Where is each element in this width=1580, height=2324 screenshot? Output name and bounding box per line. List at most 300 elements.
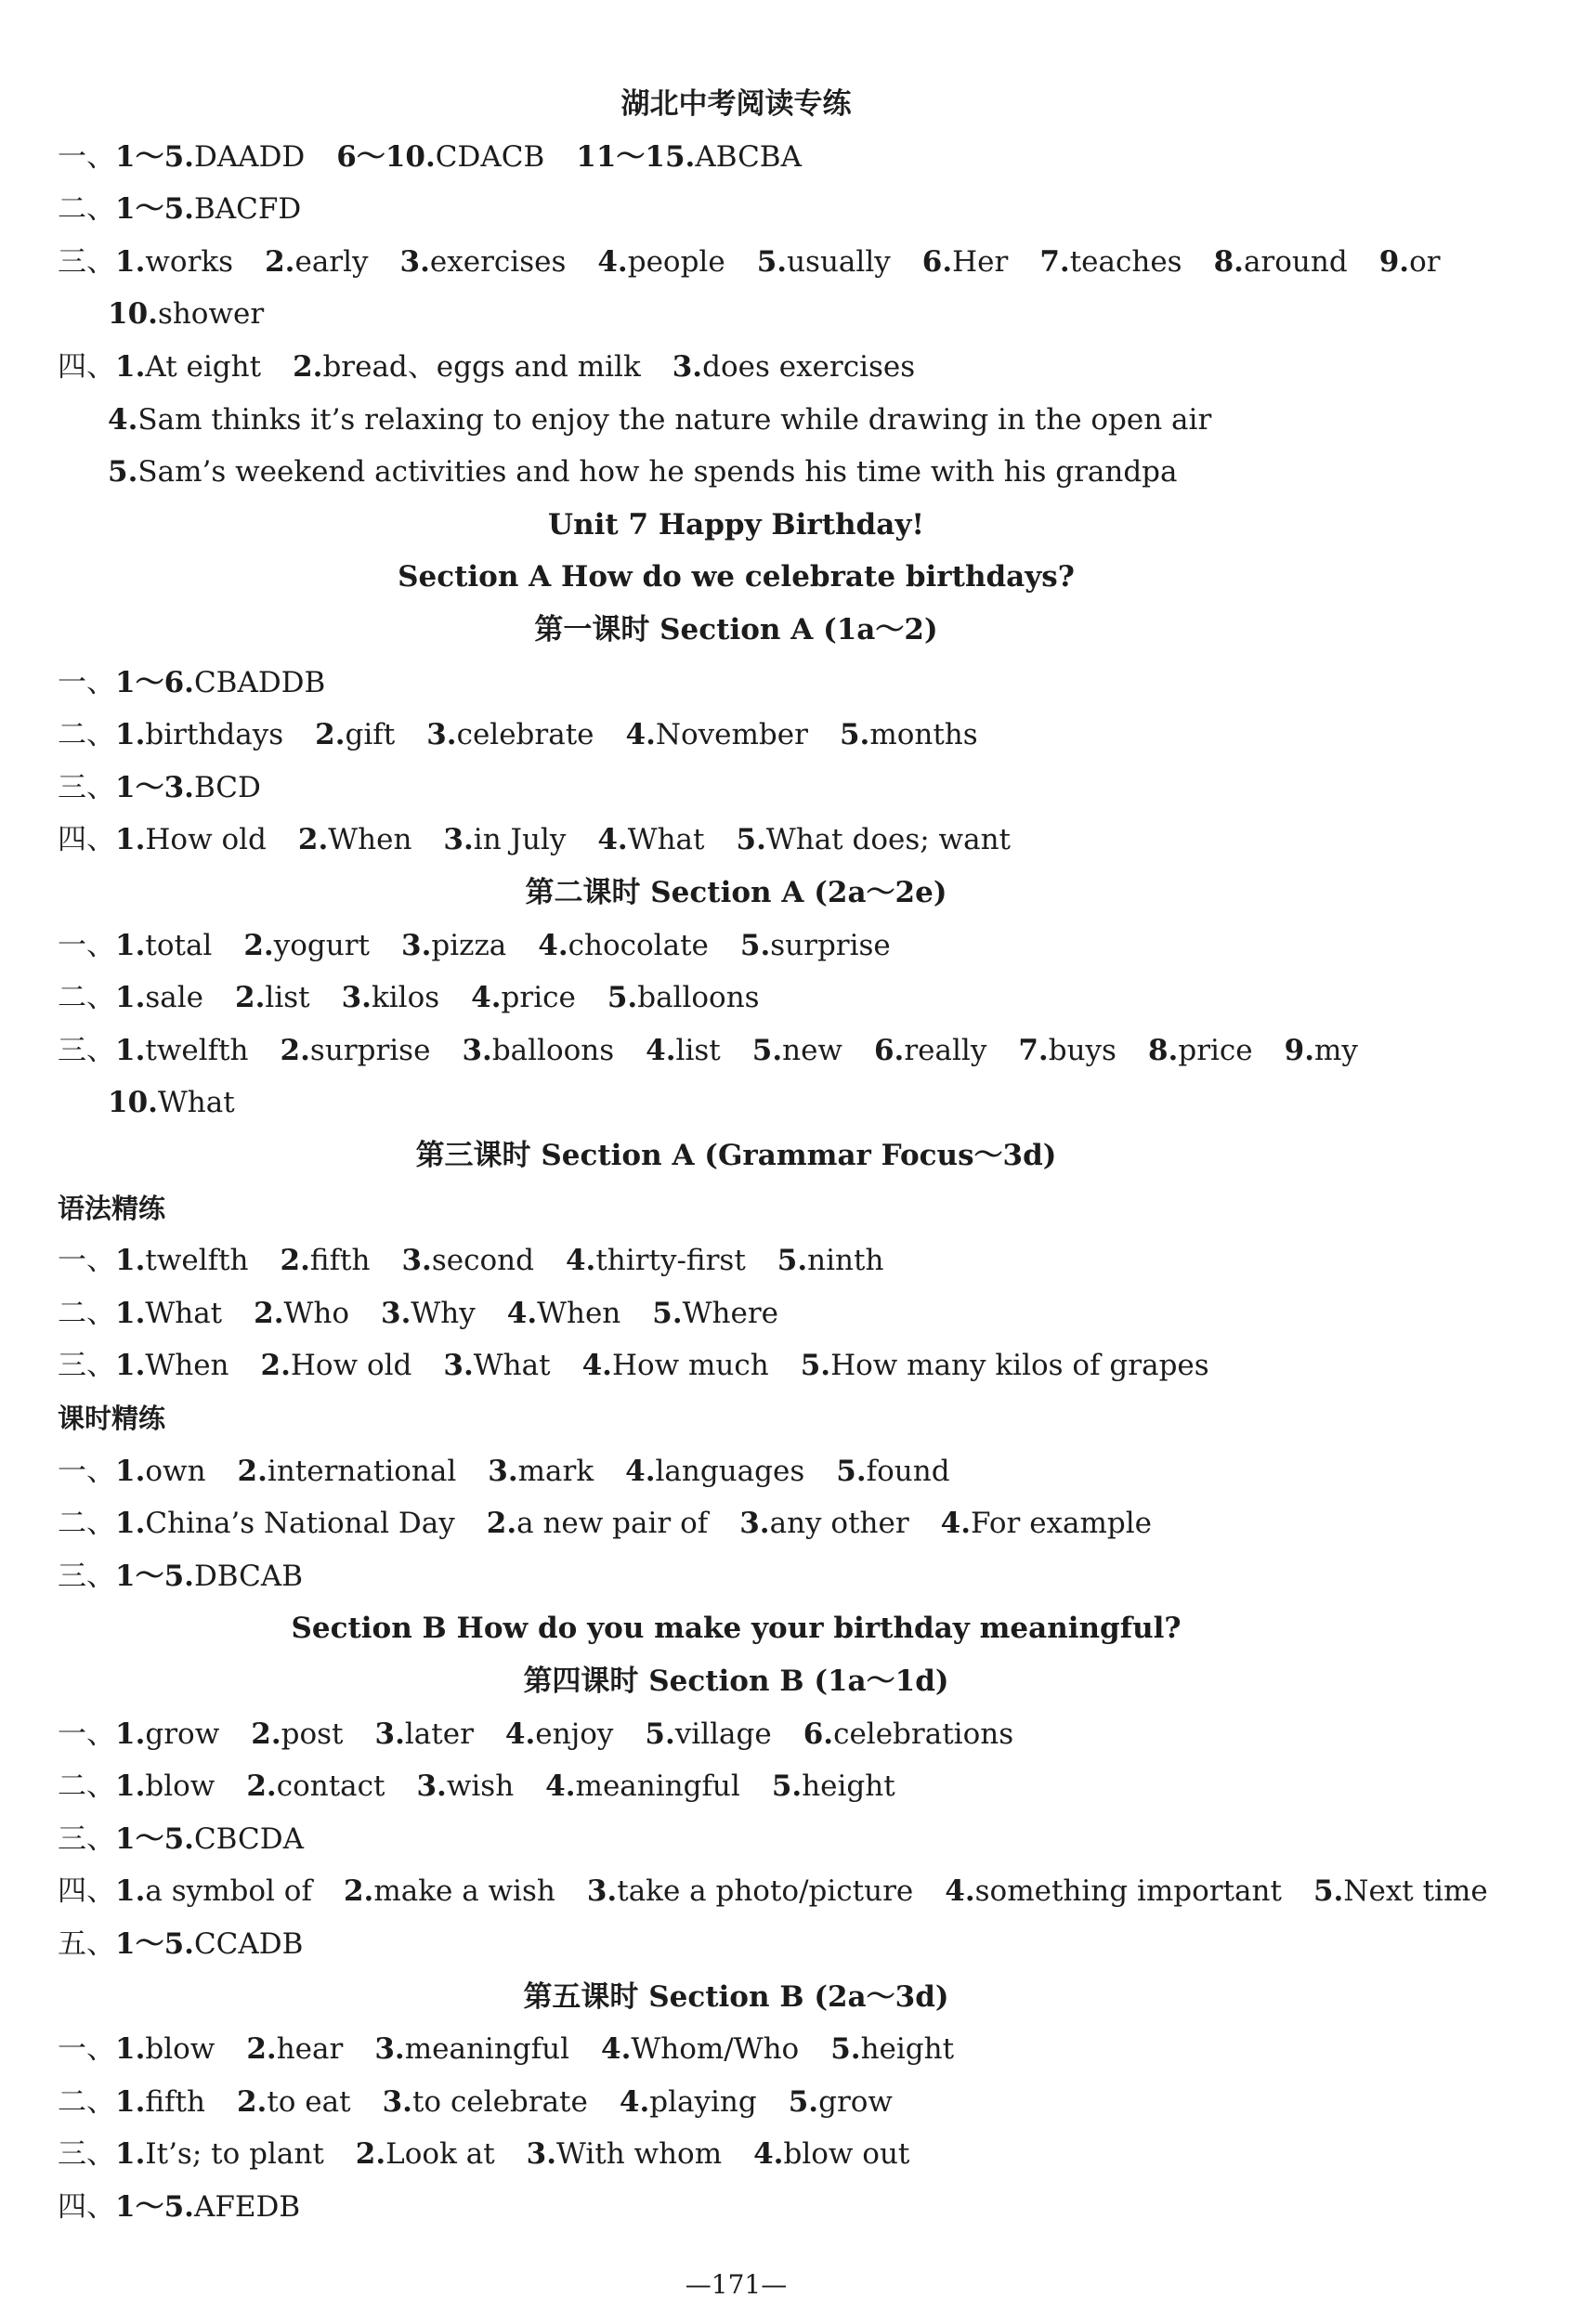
answer-text: meaningful [404, 2032, 569, 2067]
answer-number: 3. [382, 2084, 412, 2119]
answer-item [1148, 1034, 1253, 1067]
answer-text: international [267, 1454, 457, 1488]
answer-number: 1. [115, 350, 146, 384]
answer-text: something important [974, 1874, 1282, 1909]
answer-item [646, 1034, 721, 1067]
section-heading: 第一课时 Section A (1a～2) [534, 613, 938, 646]
answer-text: When [328, 823, 412, 857]
answer-item [830, 2032, 954, 2066]
answer-text: village [674, 1717, 772, 1751]
answer-text: What does; want [765, 823, 1011, 857]
answer-number: 4. [545, 1769, 576, 1804]
answer-item [115, 1927, 303, 1961]
answer-row [0, 1558, 1530, 1595]
answer-text: blow [145, 1769, 215, 1804]
answer-number: 2. [280, 1033, 310, 1067]
answer-text: Next time [1343, 1874, 1488, 1909]
answer-number: 6. [803, 1717, 834, 1751]
answer-number: 5. [839, 718, 870, 752]
answer-item [108, 403, 1211, 437]
section-heading: Section B How do you make your birthday meaningful? [291, 1612, 1182, 1646]
answer-number: 5. [739, 928, 771, 962]
answer-number: 10. [108, 297, 158, 332]
answer-number: 1～5. [115, 2190, 194, 2224]
answer-row [0, 1084, 1580, 1121]
answer-number: 1. [115, 2084, 146, 2119]
answer-text: What [145, 1296, 223, 1330]
answer-number: 1. [115, 1717, 146, 1751]
answer-number: 11～15. [576, 139, 696, 174]
question-group-prefix: 一、 [58, 1244, 115, 1278]
question-group-prefix: 一、 [58, 928, 115, 962]
answer-text: around [1243, 244, 1348, 279]
answer-item [545, 1769, 740, 1803]
answer-number: 1. [115, 1244, 146, 1278]
answer-number: 3. [374, 1717, 405, 1751]
answer-text: Whom/Who [631, 2032, 800, 2067]
answer-text: kilos [371, 981, 440, 1015]
answer-item [874, 1034, 986, 1067]
answer-row [0, 348, 1530, 385]
answer-text: new [782, 1033, 842, 1067]
answer-item [115, 666, 325, 699]
answer-text: fifth [309, 1244, 371, 1278]
answer-text: celebrations [833, 1717, 1014, 1751]
answer-text: celebrate [456, 718, 594, 752]
answer-item [115, 823, 267, 856]
answer-item [115, 981, 203, 1014]
answer-item [356, 2137, 495, 2171]
answer-item [1313, 1874, 1488, 1908]
answer-row [0, 295, 1580, 333]
answer-text: What [473, 1349, 551, 1383]
answer-number: 2. [236, 2084, 268, 2119]
answer-number: 4. [108, 402, 138, 437]
answer-text: How much [611, 1349, 769, 1383]
answer-item [607, 981, 760, 1014]
answer-item [620, 2085, 757, 2119]
answer-number: 1. [115, 1454, 146, 1488]
answer-item [246, 2032, 343, 2066]
answer-text: pizza [431, 928, 507, 962]
answer-text: a new pair of [516, 1507, 709, 1541]
answer-row [0, 1032, 1530, 1069]
answer-text: AFEDB [193, 2190, 301, 2224]
answer-row [0, 664, 1530, 701]
answer-item [115, 1349, 229, 1382]
answer-text: hear [276, 2032, 344, 2067]
answer-item [752, 1034, 842, 1067]
answer-item [265, 245, 368, 279]
answer-text: languages [655, 1454, 805, 1488]
answer-row [0, 1768, 1530, 1805]
answer-text: later [404, 1717, 474, 1751]
answer-text: exercises [429, 244, 567, 279]
answer-number: 2. [254, 1296, 284, 1330]
answer-item [538, 929, 709, 962]
question-group-prefix: 二、 [58, 1296, 115, 1330]
answer-text: twelfth [145, 1033, 249, 1067]
answer-text: fifth [145, 2084, 205, 2119]
answer-number: 7. [1018, 1033, 1049, 1067]
answer-text: list [265, 981, 310, 1015]
answer-item [115, 192, 301, 226]
answer-text: DBCAB [193, 1559, 304, 1593]
answer-number: 3. [488, 1454, 518, 1488]
answer-number: 4. [753, 2137, 784, 2172]
answer-number: 1. [115, 1769, 146, 1804]
answer-item [753, 2137, 909, 2171]
answer-number: 5. [607, 981, 638, 1015]
answer-row [0, 927, 1530, 964]
answer-item [626, 718, 808, 751]
subsection-label: 课时精练 [58, 1403, 166, 1434]
answer-number: 3. [586, 1874, 618, 1909]
answer-text: mark [517, 1454, 594, 1488]
answer-item [315, 718, 395, 751]
answer-item [1039, 245, 1182, 279]
answer-item [115, 771, 261, 804]
answer-text: thirty-first [595, 1244, 746, 1278]
answer-item [803, 1717, 1013, 1751]
answer-number: 5. [800, 1349, 831, 1383]
answer-number: 5. [645, 1717, 675, 1751]
answer-item [344, 1874, 555, 1908]
question-group-prefix: 四、 [58, 350, 115, 384]
question-group-prefix: 二、 [58, 2084, 115, 2119]
answer-text: make a wish [373, 1874, 555, 1909]
answer-number: 2. [251, 1717, 281, 1751]
answer-text: people [627, 244, 725, 279]
answer-item [115, 2032, 215, 2066]
question-group-prefix: 一、 [58, 1454, 115, 1488]
answer-item [374, 2032, 569, 2066]
answer-text: months [869, 718, 978, 752]
answer-number: 1. [115, 2032, 146, 2067]
question-group-prefix: 一、 [58, 2032, 115, 2067]
answer-number: 9. [1378, 244, 1410, 279]
question-group-prefix: 三、 [58, 1821, 115, 1856]
answer-item [416, 1769, 514, 1803]
answer-item [462, 1034, 614, 1067]
answer-row [0, 769, 1530, 806]
answer-number: 4. [601, 2032, 632, 2067]
answer-text: does exercises [702, 350, 916, 384]
answer-number: 1. [115, 1033, 146, 1067]
answer-number: 2. [486, 1507, 517, 1541]
answer-item [401, 1244, 533, 1277]
answer-item [757, 245, 891, 279]
answer-item [443, 1349, 550, 1382]
section-heading: 第四课时 Section B (1a～1d) [523, 1665, 949, 1698]
answer-number: 4. [619, 2084, 650, 2119]
answer-item [672, 350, 915, 384]
answer-item [1379, 245, 1441, 279]
answer-number: 1～5. [115, 1927, 194, 1961]
answer-text: Her [952, 244, 1009, 279]
answer-number: 4. [565, 1244, 596, 1278]
answer-item [261, 1349, 412, 1382]
answer-text: usually [787, 244, 891, 279]
answer-number: 6. [921, 244, 953, 279]
answer-item [115, 1560, 303, 1593]
answer-text: my [1314, 1033, 1358, 1067]
answer-number: 1. [115, 1507, 146, 1541]
answer-number: 9. [1284, 1033, 1315, 1067]
question-group-prefix: 二、 [58, 192, 115, 227]
answer-item [566, 1244, 746, 1277]
answer-item [293, 350, 641, 384]
answer-item [945, 1874, 1282, 1908]
answer-text: Why [411, 1296, 476, 1330]
answer-number: 1. [115, 244, 146, 279]
answer-text: Sam thinks it’s relaxing to enjoy the nature while drawing in the open air [137, 402, 1212, 437]
answer-text: birthdays [145, 718, 284, 752]
answer-item [342, 981, 440, 1014]
answer-text: own [145, 1454, 206, 1488]
answer-item [772, 1769, 895, 1803]
answer-row [0, 1873, 1530, 1910]
answer-text: Who [283, 1296, 350, 1330]
answer-text: works [145, 244, 234, 279]
answer-row [0, 1347, 1530, 1384]
answer-row [0, 1453, 1530, 1490]
answer-number: 5. [771, 1769, 803, 1804]
answer-text: teaches [1069, 244, 1182, 279]
answer-item [601, 2032, 799, 2066]
answer-text: How old [290, 1349, 412, 1383]
answer-item [401, 929, 506, 962]
answer-text: For example [971, 1507, 1153, 1541]
answer-text: How many kilos of grapes [830, 1349, 1209, 1383]
answer-text: November [655, 718, 808, 752]
answer-number: 10. [108, 1086, 158, 1120]
answer-text: BCD [193, 770, 261, 804]
answer-item [789, 2085, 893, 2119]
answer-item [505, 1717, 613, 1751]
answer-item [777, 1244, 884, 1277]
answer-text: playing [649, 2084, 757, 2119]
answer-item [254, 1297, 349, 1330]
answer-text: in July [473, 823, 567, 857]
answer-text: contact [276, 1769, 385, 1804]
answer-text: What [157, 1086, 235, 1120]
answer-item [400, 245, 567, 279]
answer-text: price [501, 981, 576, 1015]
question-group-prefix: 四、 [58, 1874, 115, 1909]
answer-text: twelfth [145, 1244, 249, 1278]
answer-number: 3. [399, 244, 430, 279]
question-group-prefix: 二、 [58, 718, 115, 752]
answer-text: Look at [385, 2137, 495, 2172]
answer-item [625, 1455, 804, 1488]
answer-text: When [145, 1349, 229, 1383]
answer-text: How old [145, 823, 267, 857]
subsection-label: 语法精练 [58, 1192, 166, 1224]
answer-item [597, 823, 704, 856]
page-number: —171— [685, 2269, 788, 2300]
answer-item [115, 1822, 304, 1856]
answer-item [115, 350, 261, 384]
answer-number: 2. [246, 1769, 277, 1804]
answer-number: 5. [652, 1296, 683, 1330]
answer-item [115, 140, 305, 174]
answer-number: 6. [873, 1033, 905, 1067]
answer-text: second [431, 1244, 534, 1278]
answer-number: 2. [246, 2032, 277, 2067]
answer-text: bread、eggs and milk [322, 350, 641, 384]
answer-number: 3. [443, 1349, 474, 1383]
section-heading: 第三课时 Section A (Grammar Focus～3d) [415, 1139, 1057, 1172]
answer-text: grow [145, 1717, 220, 1751]
answer-item [737, 823, 1012, 856]
answer-number: 2. [355, 2137, 386, 2172]
answer-text: balloons [491, 1033, 615, 1067]
answer-number: 5. [736, 823, 766, 857]
answer-item [243, 929, 370, 962]
answer-number: 3. [374, 2032, 405, 2067]
answer-item [487, 1507, 708, 1540]
answer-number: 5. [777, 1244, 808, 1278]
answer-item [836, 1455, 949, 1488]
question-group-prefix: 二、 [58, 1769, 115, 1804]
answer-item [1214, 245, 1348, 279]
answer-number: 4. [945, 1874, 975, 1909]
answer-item [115, 2137, 324, 2171]
answer-text: price [1178, 1033, 1253, 1067]
answer-number: 4. [581, 1349, 612, 1383]
answer-number: 1. [115, 1349, 146, 1383]
answer-row [0, 1295, 1530, 1332]
answer-text: sale [145, 981, 204, 1015]
answer-number: 1. [115, 718, 146, 752]
answer-number: 4. [597, 823, 628, 857]
answer-row [0, 2188, 1530, 2226]
answer-text: BACFD [193, 192, 302, 227]
answer-text: buys [1048, 1033, 1116, 1067]
answer-text: With whom [556, 2137, 723, 2172]
answer-text: DAADD [193, 139, 306, 174]
answer-number: 2. [293, 350, 323, 384]
answer-item [115, 1244, 249, 1277]
answer-number: 4. [625, 1454, 656, 1488]
answer-number: 4. [625, 718, 656, 752]
answer-row [0, 979, 1530, 1016]
answer-number: 7. [1039, 244, 1070, 279]
answer-number: 1. [115, 1296, 146, 1330]
answer-row [0, 821, 1530, 858]
answer-text: At eight [145, 350, 262, 384]
answer-number: 3. [341, 981, 372, 1015]
question-group-prefix: 四、 [58, 2190, 115, 2224]
answer-number: 3. [401, 1244, 432, 1278]
answer-number: 3. [462, 1033, 492, 1067]
answer-number: 2. [235, 981, 266, 1015]
answer-item [115, 1297, 222, 1330]
question-group-prefix: 三、 [58, 770, 115, 804]
answer-number: 5. [751, 1033, 783, 1067]
section-heading: Unit 7 Happy Birthday! [548, 507, 924, 542]
answer-text: post [281, 1717, 344, 1751]
answer-number: 4. [597, 244, 628, 279]
question-group-prefix: 二、 [58, 981, 115, 1015]
answer-number: 2. [237, 1454, 268, 1488]
answer-text: to eat [267, 2084, 351, 2119]
answer-row [0, 1821, 1530, 1858]
answer-number: 3. [416, 1769, 447, 1804]
question-group-prefix: 三、 [58, 1033, 115, 1067]
answer-item [108, 297, 264, 331]
answer-number: 4. [471, 981, 502, 1015]
answer-number: 3. [443, 823, 474, 857]
answer-item [115, 2085, 205, 2119]
answer-text: chocolate [568, 928, 709, 962]
question-group-prefix: 三、 [58, 1349, 115, 1383]
answer-text: to celebrate [411, 2084, 588, 2119]
answer-number: 3. [426, 718, 457, 752]
answer-item [108, 1086, 235, 1119]
answer-text: any other [769, 1507, 909, 1541]
answer-text: blow out [783, 2137, 910, 2172]
answer-row [0, 716, 1530, 753]
answer-text: a symbol of [145, 1874, 312, 1909]
section-heading: 第五课时 Section B (2a～3d) [523, 1979, 949, 2014]
answer-item [375, 1717, 474, 1751]
question-group-prefix: 一、 [58, 139, 115, 174]
question-group-prefix: 五、 [58, 1927, 115, 1961]
answer-number: 5. [1312, 1874, 1344, 1909]
answer-item [597, 245, 725, 279]
answer-text: China’s National Day [145, 1507, 455, 1541]
answer-text: CCADB [193, 1927, 304, 1961]
answer-number: 3. [526, 2137, 557, 2172]
answer-item [582, 1349, 769, 1382]
answer-text: Sam’s weekend activities and how he spends his time with his grandpa [137, 455, 1178, 490]
answer-text: really [904, 1033, 987, 1067]
question-group-prefix: 二、 [58, 1507, 115, 1541]
answer-row [0, 401, 1580, 438]
answer-number: 2. [297, 823, 329, 857]
answer-number: 1. [115, 2137, 146, 2172]
answer-item [281, 1244, 371, 1277]
answer-text: enjoy [535, 1717, 614, 1751]
answer-item [652, 1297, 778, 1330]
answer-item [336, 140, 544, 174]
answer-item [443, 823, 566, 856]
answer-row [0, 243, 1530, 281]
answer-item [115, 245, 233, 279]
answer-number: 8. [1213, 244, 1244, 279]
answer-item [471, 981, 576, 1014]
answer-text: ABCBA [695, 139, 802, 174]
answer-number: 5. [108, 455, 138, 490]
answer-number: 3. [672, 350, 703, 384]
answer-text: wish [446, 1769, 515, 1804]
answer-item [115, 2190, 300, 2224]
answer-number: 1～5. [115, 192, 194, 227]
answer-number: 1. [115, 1874, 146, 1909]
answer-item [576, 140, 802, 174]
answer-item [840, 718, 978, 751]
answer-row [0, 190, 1530, 228]
answer-row [0, 2135, 1530, 2173]
answer-text: total [145, 928, 213, 962]
answer-text: yogurt [273, 928, 370, 962]
answer-number: 3. [401, 928, 432, 962]
answer-row [0, 453, 1580, 490]
answer-number: 1. [115, 928, 146, 962]
answer-text: balloons [637, 981, 760, 1015]
